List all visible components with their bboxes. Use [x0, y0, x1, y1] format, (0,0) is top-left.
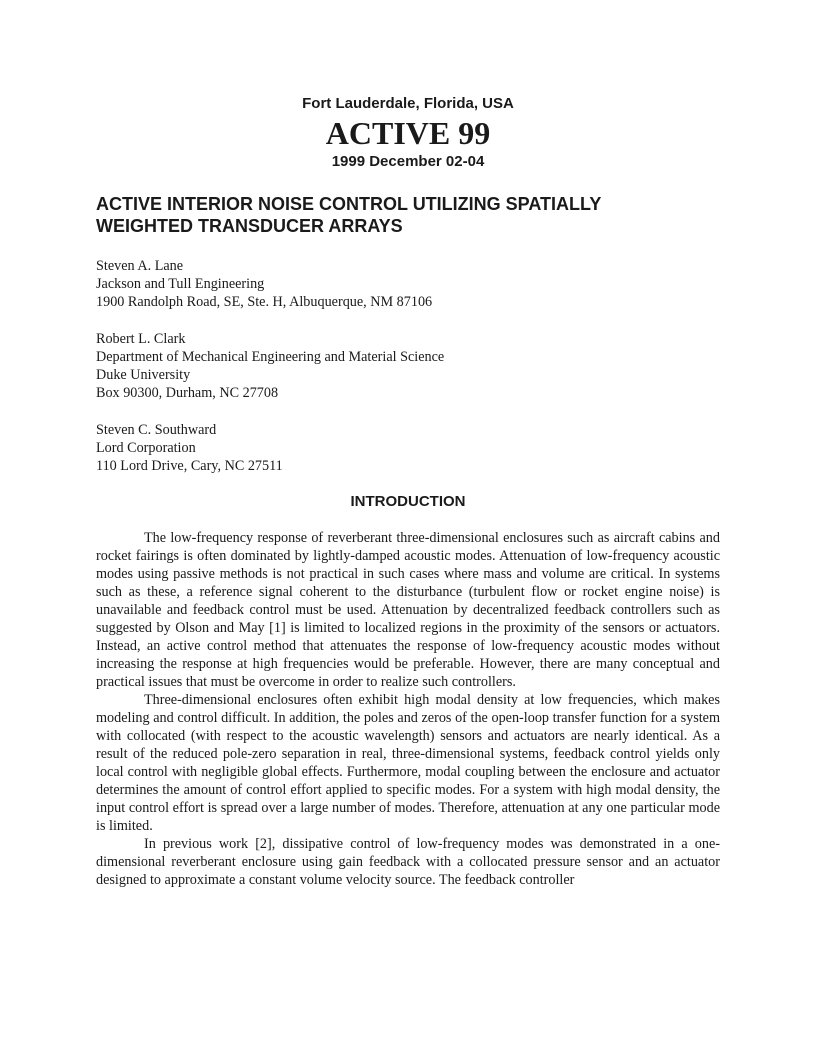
author-list [96, 257, 720, 494]
author-affiliation: Jackson and Tull Engineering [96, 276, 265, 292]
conference-name: ACTIVE 99 [325, 115, 491, 151]
body-paragraph: The low-frequency response of reverberant three-dimensional enclosures such as aircraft cabins and rocket fairings is often dominated by lightly-damped acoustic modes. Attenuation of low-frequency acoustic modes using passive methods is not practical in such cases where mass and volume are critical. In systems such as these, a reference signal coherent to the disturbance (turbulent flow or rocket engine noise) is unavailable and feedback control must be used. Attenuation by decentralized feedback controllers such as suggested by Olson and May [1] is limited to localized regions in the proximity of the sensors or actuators. Instead, an active control method that attenuates the response of low-frequency acoustic modes without increasing the response at high frequencies would be preferable. However, there are many conceptual and practical issues that must be overcome in order to realize such controllers. [96, 530, 720, 690]
paper-title-line-1: ACTIVE INTERIOR NOISE CONTROL UTILIZING SPATIALLY [96, 194, 602, 214]
conference-dates: 1999 December 02-04 [331, 153, 485, 170]
author-block-clark [96, 330, 720, 402]
author-block-southward [96, 421, 720, 475]
author-address: 1900 Randolph Road, SE, Ste. H, Albuquerque, NM 87106 [96, 294, 433, 310]
author-block-lane [96, 257, 720, 311]
section-heading-introduction: INTRODUCTION [350, 493, 466, 510]
paper-title [96, 193, 720, 237]
author-name: Steven C. Southward [96, 422, 217, 438]
conference-location: Fort Lauderdale, Florida, USA [302, 95, 514, 112]
author-institution: Duke University [96, 367, 191, 383]
author-name: Steven A. Lane [96, 258, 184, 274]
author-address: 110 Lord Drive, Cary, NC 27511 [96, 458, 283, 474]
author-affiliation: Department of Mechanical Engineering and Material Science [96, 349, 445, 365]
body-paragraph: Three-dimensional enclosures often exhibit high modal density at low frequencies, which makes modeling and control difficult. In addition, the poles and zeros of the open-loop transfer function for a system with collocated (with respect to the acoustic wavelength) sensors and actuators are nearly identical. As a result of the reduced pole-zero separation in real, three-dimensional systems, feedback control yields only local control with negligible global effects. Furthermore, modal coupling between the enclosure and actuator determines the amount of control effort applied to specific modes. For a system with high modal density, the input control effort is spread over a large number of modes. Therefore, attenuation at any one particular mode is limited. [96, 692, 720, 834]
author-address: Box 90300, Durham, NC 27708 [96, 385, 279, 401]
author-name: Robert L. Clark [96, 331, 186, 347]
author-affiliation: Lord Corporation [96, 440, 196, 456]
paper-title-line-2: WEIGHTED TRANSDUCER ARRAYS [96, 216, 403, 236]
section-body [96, 529, 720, 889]
body-paragraph: In previous work [2], dissipative control of low-frequency modes was demonstrated in a one-dimensional reverberant enclosure using gain feedback with a collocated pressure sensor and an actuator designed to approximate a constant volume velocity source. The feedback controller [96, 836, 720, 888]
